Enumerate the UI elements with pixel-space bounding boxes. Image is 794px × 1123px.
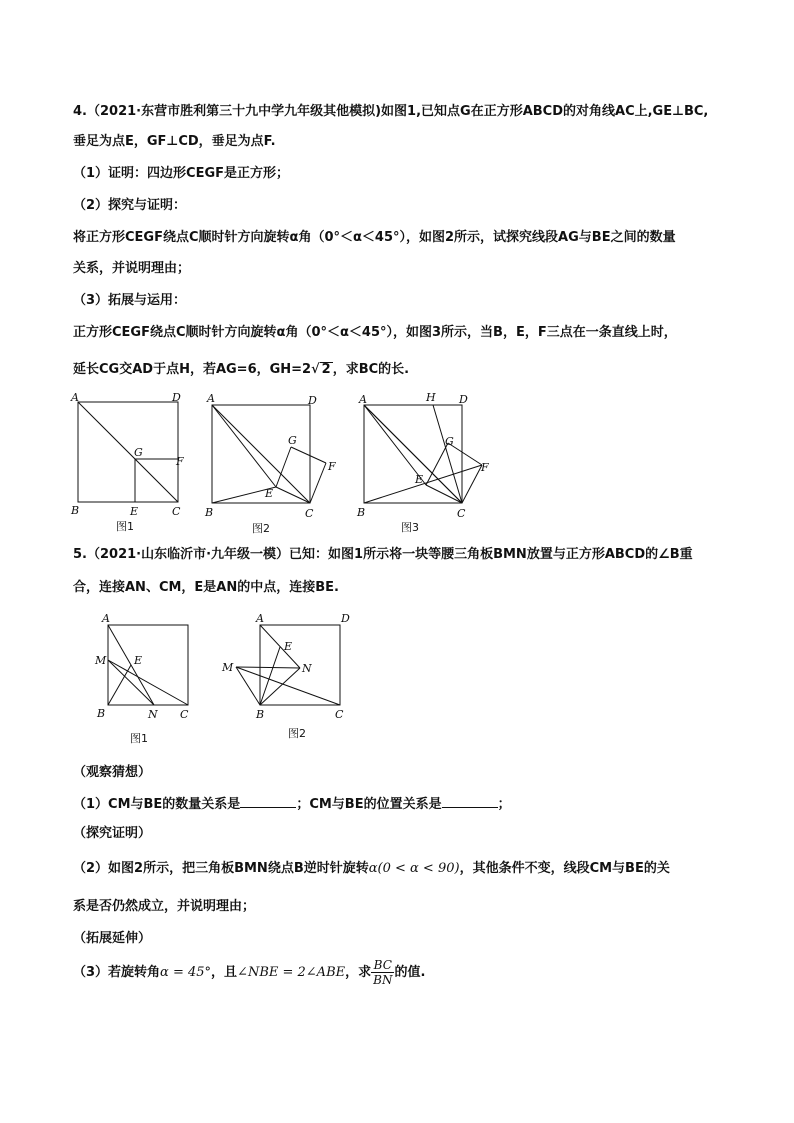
fig2-label-a: A — [207, 392, 215, 405]
q4-part2-title: （2）探究与证明： — [73, 198, 187, 213]
q5-fig2-label-n: N — [302, 662, 312, 675]
q5-extend-title: （拓展延伸） — [73, 931, 152, 946]
q4-part3-line2: 延长CG交AD于点H，若AG=6，GH=2√ 2 ，求BC的长. — [73, 362, 410, 377]
q5-fig1-label-c: C — [180, 708, 189, 721]
q5-blank-1[interactable] — [240, 794, 296, 808]
q5-fig1-label-e: E — [134, 654, 143, 667]
fig3-label-h: H — [426, 391, 436, 404]
q5-fig2-label-b: B — [256, 708, 265, 721]
q5-line2: 合，连接AN、CM，E是AN的中点，连接BE. — [73, 580, 339, 595]
q5-figure-2 — [218, 610, 368, 750]
fig3-label-a: A — [359, 393, 367, 406]
q4-line2: 垂足为点E，GF⊥CD，垂足为点F. — [73, 134, 276, 149]
fig3-label-d: D — [459, 393, 468, 406]
q4-sqrt-value: 2 — [321, 362, 331, 377]
fig2-caption: 图2 — [252, 522, 270, 535]
q5-fig2-label-e: E — [284, 640, 293, 653]
q5-extend-math1: α = 45° — [160, 965, 212, 980]
fig1-caption: 图1 — [116, 520, 134, 533]
q4-part2-line2: 关系，并说明理由； — [73, 261, 191, 276]
q5-figure-1 — [90, 610, 200, 750]
fig1-label-d: D — [172, 391, 181, 404]
q5-fraction-denominator: BN — [373, 973, 393, 987]
q5-blank-2[interactable] — [442, 794, 498, 808]
fig2-label-b: B — [205, 506, 214, 519]
q5-observe-c: ； — [497, 797, 511, 812]
q5-fig1-caption: 图1 — [130, 732, 148, 745]
q5-observe-b: ；CM与BE的位置关系是 — [296, 797, 442, 812]
q4-part1: （1）证明：四边形CEGF是正方形； — [73, 166, 290, 181]
q5-explore-a: （2）如图2所示，把三角板BMN绕点B逆时针旋转 — [73, 861, 369, 876]
q5-extend-c: ，求 — [345, 965, 372, 980]
q5-extend-d: 的值. — [394, 965, 426, 980]
fig1-label-b: B — [71, 504, 80, 517]
q5-extend-b: ，且 — [211, 965, 238, 980]
q5-fig2-caption: 图2 — [288, 727, 306, 740]
q4-part2-line1: 将正方形CEGF绕点C顺时针方向旋转α角（0°＜α＜45°），如图2所示，试探究线段AG与BE之间的数量 — [73, 230, 676, 245]
q5-fig2-label-a: A — [256, 612, 264, 625]
q4-line1: 4.（2021·东营市胜利第三十九中学九年级其他模拟)如图1,已知点G在正方形ABCD的对角线AC上,GE⊥BC, — [73, 104, 709, 119]
q4-figure-1 — [68, 390, 198, 540]
q4-figure-2 — [202, 390, 352, 540]
q5-fig2-label-m: M — [222, 661, 234, 674]
fig2-label-f: F — [328, 460, 336, 473]
q5-fig1-label-m: M — [95, 654, 107, 667]
q4-part3-line1: 正方形CEGF绕点C顺时针方向旋转α角（0°＜α＜45°），如图3所示，当B，E，F三点在一条直线上时， — [73, 325, 677, 340]
fig2-label-d: D — [308, 394, 317, 407]
fig2-label-e: E — [265, 487, 274, 500]
fig3-label-g: G — [445, 435, 454, 448]
q5-explore-b: ，其他条件不变，线段CM与BE的关 — [459, 861, 670, 876]
fig3-label-e: E — [415, 473, 424, 486]
q5-explore-line1 — [73, 860, 670, 878]
q5-observe-title: （观察猜想） — [73, 765, 152, 780]
q5-fig1-label-b: B — [97, 707, 106, 720]
q5-fig2-label-c: C — [335, 708, 344, 721]
q5-fraction — [371, 958, 394, 987]
fig1-label-g: G — [134, 446, 143, 459]
q5-fig1-label-n: N — [148, 708, 158, 721]
q5-fraction-numerator: BC — [371, 958, 394, 973]
fig1-label-c: C — [172, 505, 181, 518]
q5-explore-math: α(0 < α < 90) — [368, 861, 460, 876]
q5-extend-a: （3）若旋转角 — [73, 965, 161, 980]
q4-part3-line2-a: 延长CG交AD于点H，若AG=6，GH=2 — [73, 362, 312, 377]
q5-observe-a: （1）CM与BE的数量关系是 — [73, 797, 241, 812]
fig3-caption: 图3 — [401, 521, 419, 534]
fig1-label-f: F — [176, 455, 184, 468]
fig3-label-b: B — [357, 506, 366, 519]
fig3-label-c: C — [457, 507, 466, 520]
q5-observe-line — [73, 794, 511, 814]
q5-extend-line — [73, 958, 425, 988]
q4-part3-line2-b: ，求BC的长. — [332, 362, 410, 377]
q5-explore-line2: 系是否仍然成立，并说明理由； — [73, 899, 256, 914]
fig1-label-e: E — [130, 505, 139, 518]
q5-fig1-label-a: A — [102, 612, 110, 625]
q5-explore-title: （探究证明） — [73, 826, 152, 841]
q5-line1: 5.（2021·山东临沂市·九年级一模）已知：如图1所示将一块等腰三角板BMN放置与正方形ABCD的∠B重 — [73, 547, 693, 562]
fig3-label-f: F — [481, 461, 489, 474]
q5-extend-math2: ∠NBE = 2∠ABE — [237, 965, 346, 980]
fig2-label-g: G — [288, 434, 297, 447]
q5-fig2-label-d: D — [341, 612, 350, 625]
fig2-label-c: C — [305, 507, 314, 520]
fig1-label-a: A — [71, 391, 79, 404]
q4-figure-3 — [356, 390, 506, 540]
q4-part3-title: （3）拓展与运用： — [73, 293, 187, 308]
